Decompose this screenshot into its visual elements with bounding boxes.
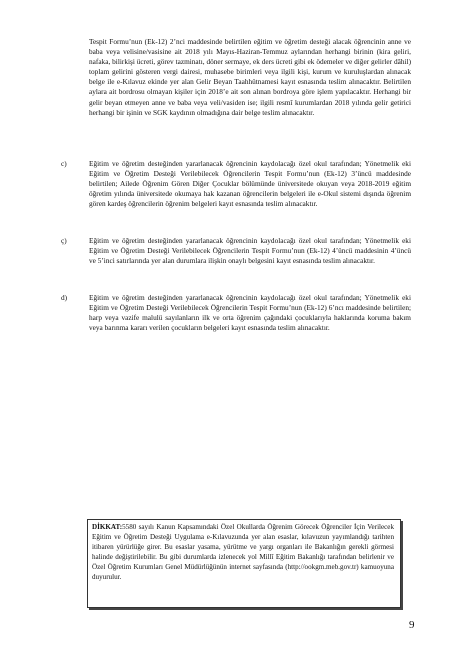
notice-lead: DİKKAT: (92, 523, 123, 531)
item-label-c: c) (61, 159, 67, 168)
paragraph-continuation: Tespit Formu’nun (Ek-12) 2’nci maddesinde belirtilen eğitim ve öğretim desteği alacak öğrencinin anne ve baba veya velisine/vasisine ait 2018 yılı Mayıs-Haziran-Temmuz aylarından herhangi birinin (kira geliri, nafaka, bilirkişi ücreti, görev tazminatı, döner sermaye, ek ders ücreti gibi ek ödemeler ve diğer gelirler dâhil) toplam gelirini gösteren vergi dairesi, muhasebe birimleri veya ilgili kişi, kurum ve kuruluşlardan alınacak belge ile e-Kılavuz ekinde yer alan Gelir Beyan Taahhütnamesi kayıt esnasında teslim alınacaktır. Belirtilen aylara ait bordrosu olmayan kişiler için 2018’e ait son alınan bordroya göre işlem yapılacaktır. Herhangi bir gelir beyan etmeyen anne ve baba veya veli/vasiden ise; ilgili resmî kurumlardan 2018 yılında gelir getirici herhangi bir işinin ve SGK kaydının olmadığına dair belge teslim alınacaktır. (89, 37, 411, 117)
item-text-c: Eğitim ve öğretim desteğinden yararlanacak öğrencinin kaydolacağı özel okul tarafından; Yönetmelik eki Eğitim ve Öğretim Desteği Verilebilecek Öğrencilerin Tespit Formu’nun (Ek-12) 3’üncü maddesinde belirtilen; Ailede Öğrenim Gören Diğer Çocuklar bölümünde üniversitede okuyan veya 2018-2019 eğitim öğretim yılında üniversitede okumaya hak kazanan öğrencilerin belgeleri ile e-Okul sistemi dışında öğrenim gören kardeş öğrencilerin öğrenim belgeleri kayıt esnasında teslim alınacaktır. (89, 159, 411, 209)
item-label-d: d) (61, 293, 68, 302)
notice-text: 5580 sayılı Kanun Kapsamındaki Özel Okullarda Öğrenim Görecek Öğrenciler İçin Verilecek Eğitim ve Öğretim Desteği Uygulama e-Kılavuzunda yer alan esaslar, kılavuzun yayımlandığı tarihten itibaren yürürlüğe girer. Bu esaslar yasama, yürütme ve yargı organları ile Bakanlığın gerekli görmesi halinde değiştirilebilir. Bu gibi durumlarda izlenecek yol Millî Eğitim Bakanlığı tarafından belirlenir ve Özel Öğretim Kurumları Genel Müdürlüğünün internet sayfasında (http://ookgm.meb.gov.tr) kamuoyuna duyurulur. (92, 523, 394, 581)
item-label-cc: ç) (61, 236, 67, 245)
page-number: 9 (409, 619, 415, 631)
notice-box (87, 519, 401, 608)
item-text-cc: Eğitim ve öğretim desteğinden yararlanacak öğrencinin kaydolacağı özel okul tarafından; Yönetmelik eki Eğitim ve Öğretim Desteği Verilebilecek Öğrencilerin Tespit Formu’nun (Ek-12) 4’üncü maddesinin 4’üncü ve 5’inci satırlarında yer alan durumlara ilişkin onaylı belgesini kayıt esnasında teslim alınacaktır. (89, 236, 411, 266)
item-text-d: Eğitim ve öğretim desteğinden yararlanacak öğrencinin kaydolacağı özel okul tarafından; Yönetmelik eki Eğitim ve Öğretim Desteği Verilebilecek Öğrencilerin Tespit Formu’nun (Ek-12) 6’ncı maddesinde belirtilen; harp veya vazife malulü sayılanların ilk ve orta öğrenim çağındaki çocuklarıyla haklarında koruma bakım veya barınma kararı verilen çocukların belgeleri kayıt esnasında teslim alınacaktır. (89, 293, 411, 333)
